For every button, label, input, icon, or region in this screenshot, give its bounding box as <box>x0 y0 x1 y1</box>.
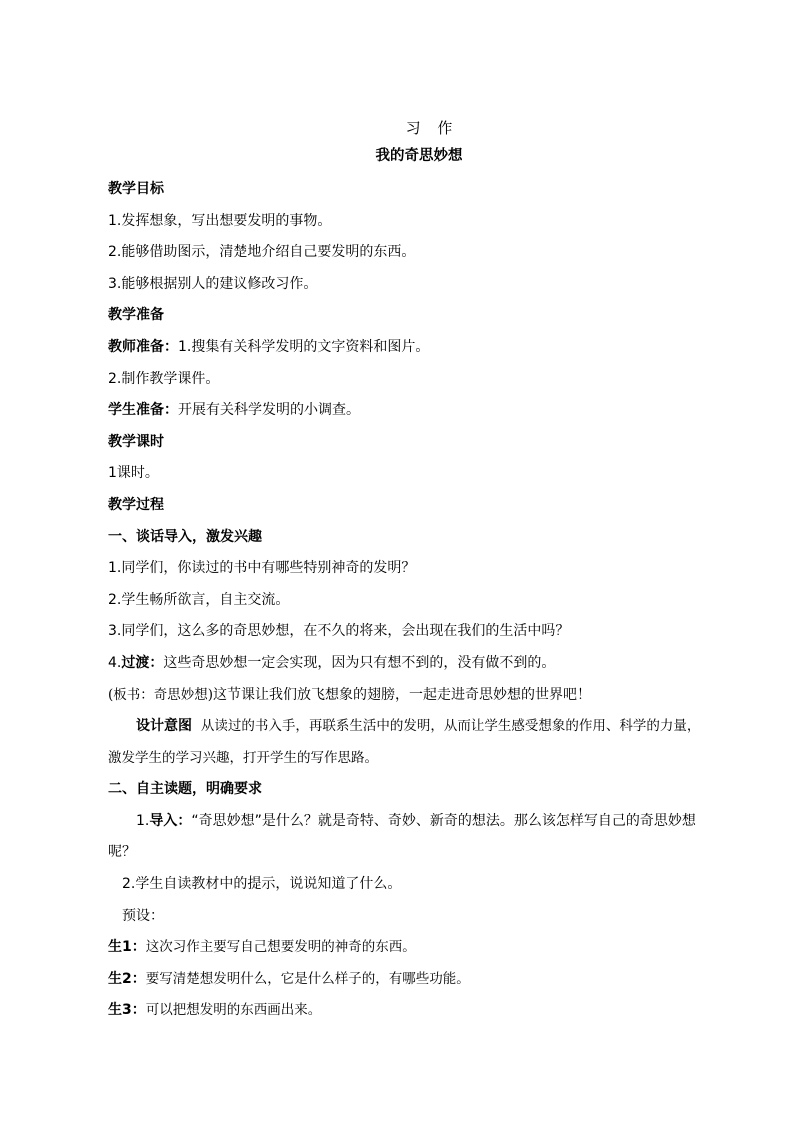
section-2-item-1 <box>80 806 708 869</box>
student-2 <box>108 964 708 996</box>
board-note: (板书：奇思妙想) <box>108 686 214 703</box>
item-4-prefix: 4. <box>108 654 122 671</box>
student-3 <box>108 995 708 1027</box>
design-intent-label: 设计意图 <box>136 718 192 735</box>
board-text: 这节课让我们放飞想象的翅膀，一起走进奇思妙想的世界吧！ <box>213 686 592 703</box>
student-1-text: 这次习作主要写自己想要发明的神奇的东西。 <box>145 939 416 956</box>
design-intent-text: 从读过的书入手，再联系生活中的发明，从而让学生感受想象的作用、科学的力量，激发学生的学习兴趣，打开学生的写作思路。 <box>108 718 701 766</box>
teacher-prep-item-1: 1.搜集有关科学发明的文字资料和图片。 <box>178 338 430 355</box>
student-prep-label: 学生准备： <box>108 402 178 419</box>
teacher-prep-item-2: 2.制作教学课件。 <box>108 370 220 387</box>
item-4-label: 过渡： <box>121 654 164 671</box>
section-1-item-1: 1.同学们，你读过的书中有哪些特别神奇的发明？ <box>108 560 416 577</box>
section-1-heading: 一、谈话导入，激发兴趣 <box>108 528 262 545</box>
goal-item-2: 2.能够借助图示，清楚地介绍自己要发明的东西。 <box>108 244 416 261</box>
goal-item-3: 3.能够根据别人的建议修改习作。 <box>108 275 318 292</box>
student-2-label: 生2： <box>108 970 146 987</box>
student-prep-text: 开展有关科学发明的小调查。 <box>178 402 360 419</box>
section-2-item-2: 2.学生自读教材中的提示，说说知道了什么。 <box>122 876 402 893</box>
page-subtitle: 我的奇思妙想 <box>375 148 463 164</box>
goals-heading: 教学目标 <box>108 181 164 197</box>
teacher-prep <box>108 332 708 364</box>
item-4-text: 这些奇思妙想一定会实现，因为只有想不到的，没有做不到的。 <box>163 654 556 671</box>
design-intent <box>80 711 708 774</box>
section-1-item-4 <box>108 648 708 680</box>
board-line <box>108 680 708 712</box>
s2-item-1-text: “奇思妙想”是什么？就是奇特、奇妙、新奇的想法。那么该怎样写自己的奇思妙想呢？ <box>108 812 696 861</box>
hours-heading: 教学课时 <box>108 433 164 450</box>
prep-heading: 教学准备 <box>108 307 164 324</box>
student-1 <box>108 932 708 964</box>
section-1-item-3: 3.同学们，这么多的奇思妙想，在不久的将来，会出现在我们的生活中吗？ <box>108 623 570 640</box>
hours-text: 1课时。 <box>108 465 159 482</box>
preset-label: 预设： <box>122 907 164 924</box>
section-2-heading: 二、自主读题，明确要求 <box>108 781 262 798</box>
process-heading: 教学过程 <box>108 496 164 513</box>
teacher-prep-label: 教师准备： <box>108 338 178 355</box>
s2-item-1-prefix: 1. <box>136 812 150 829</box>
student-1-label: 生1： <box>108 939 146 956</box>
student-prep <box>108 395 708 427</box>
student-3-label: 生3： <box>108 1002 146 1019</box>
section-1-item-2: 2.学生畅所欲言，自主交流。 <box>108 591 290 608</box>
student-3-text: 可以把想发明的东西画出来。 <box>145 1002 322 1019</box>
s2-item-1-label: 导入： <box>149 812 192 829</box>
goal-item-1: 1.发挥想象，写出想要发明的事物。 <box>108 212 332 229</box>
page-title: 习 作 <box>405 119 459 137</box>
student-2-text: 要写清楚想发明什么，它是什么样子的，有哪些功能。 <box>145 970 470 987</box>
